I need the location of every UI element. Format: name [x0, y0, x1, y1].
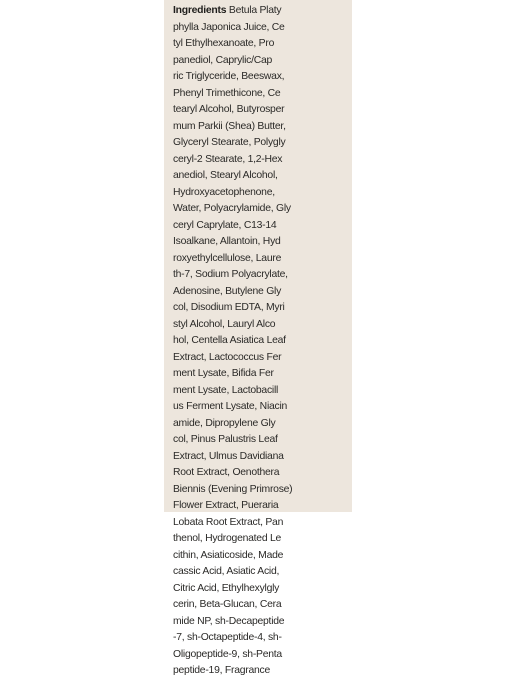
ingredients-line: Isoalkane, Allantoin, Hyd	[173, 236, 281, 247]
ingredients-line: ment Lysate, Lactobacill	[173, 384, 279, 396]
ingredients-line: Extract, Lactococcus Fer	[173, 351, 282, 363]
ingredients-line: Phenyl Trimethicone, Ce	[173, 87, 281, 99]
ingredients-line: col, Disodium EDTA, Myri	[173, 302, 285, 313]
ingredients-line-first-rest: Betula Platy	[226, 5, 282, 16]
ingredients-line: peptide-19, Fragrance	[173, 665, 270, 676]
ingredients-line: hol, Centella Asiatica Leaf	[173, 335, 286, 346]
ingredients-line: phylla Japonica Juice, Ce	[173, 21, 285, 33]
ingredients-line: cerin, Beta-Glucan, Cera	[173, 599, 282, 610]
ingredients-line: tearyl Alcohol, Butyrosper	[173, 104, 285, 115]
ingredients-line: col, Pinus Palustris Leaf	[173, 434, 278, 445]
ingredients-line: Oligopeptide-9, sh-Penta	[173, 648, 282, 660]
ingredients-line: ment Lysate, Bifida Fer	[173, 368, 274, 379]
ingredients-line: Hydroxyacetophenone,	[173, 186, 275, 198]
ingredients-line: thenol, Hydrogenated Le	[173, 533, 282, 544]
ingredients-line: Citric Acid, Ethylhexylgly	[173, 582, 280, 594]
ingredients-line: tyl Ethylhexanoate, Pro	[173, 38, 275, 49]
ingredients-line-first	[173, 3, 349, 20]
ingredients-line: mum Parkii (Shea) Butter,	[173, 120, 286, 132]
ingredients-line: ceryl Caprylate, C13-14	[173, 219, 277, 231]
ingredients-line: Water, Polyacrylamide, Gly	[173, 203, 291, 214]
ingredients-line: cassic Acid, Asiatic Acid,	[173, 566, 280, 577]
ingredients-line: Root Extract, Oenothera	[173, 467, 280, 478]
ingredients-line: ric Triglyceride, Beeswax,	[173, 71, 285, 82]
ingredients-line: Adenosine, Butylene Gly	[173, 285, 282, 297]
ingredient-label-strip	[164, 0, 352, 676]
ingredients-line: mide NP, sh-Decapeptide	[173, 615, 285, 627]
ingredients-line: amide, Dipropylene Gly	[173, 417, 276, 429]
ingredients-line: us Ferment Lysate, Niacin	[173, 401, 288, 412]
ingredients-line: Glyceryl Stearate, Polygly	[173, 137, 286, 148]
ingredients-heading: Ingredients	[173, 5, 227, 16]
ingredients-line: Lobata Root Extract, Pan	[173, 516, 284, 528]
ingredients-line: cithin, Asiaticoside, Made	[173, 549, 284, 561]
ingredients-text-block	[173, 3, 349, 680]
ingredients-line: styl Alcohol, Lauryl Alco	[173, 318, 276, 330]
ingredients-line: ceryl-2 Stearate, 1,2-Hex	[173, 153, 283, 165]
ingredients-line: Extract, Ulmus Davidiana	[173, 450, 284, 462]
ingredients-line: -7, sh-Octapeptide-4, sh-	[173, 632, 282, 643]
ingredients-line: panediol, Caprylic/Cap	[173, 54, 273, 66]
ingredients-line: Flower Extract, Pueraria	[173, 500, 279, 511]
ingredients-line: th-7, Sodium Polyacrylate,	[173, 269, 288, 280]
ingredients-line: anediol, Stearyl Alcohol,	[173, 170, 278, 181]
ingredients-line: roxyethylcellulose, Laure	[173, 252, 282, 264]
ingredients-line: Biennis (Evening Primrose)	[173, 483, 293, 495]
